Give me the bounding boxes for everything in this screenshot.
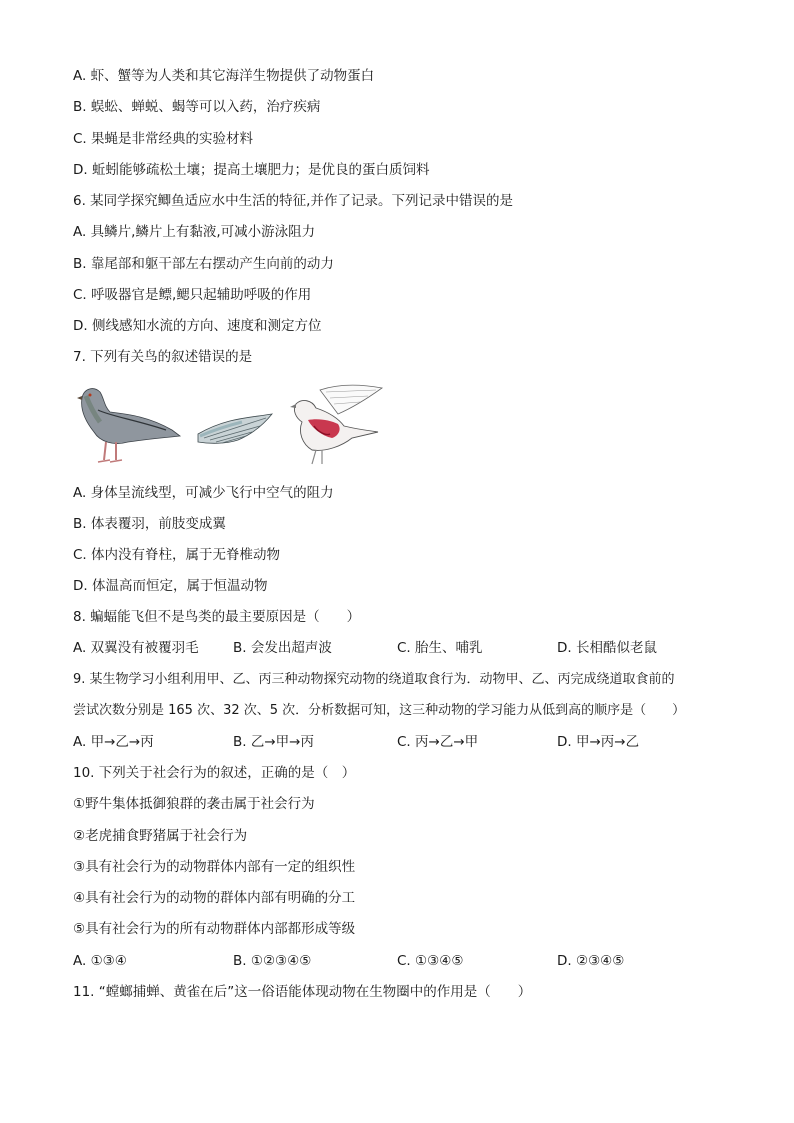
pigeon-image [77,389,180,462]
q6-option-b: B. 靠尾部和躯干部左右摆动产生向前的动力 [73,256,334,272]
q6-option-a: A. 具鳞片,鳞片上有黏液,可减小游泳阻力 [73,224,316,240]
wing-image [198,414,272,443]
bird-illustration [76,380,386,470]
q6-option-c: C. 呼吸器官是鳔,鳃只起辅助呼吸的作用 [73,287,312,303]
q10-option-c: C. ①③④⑤ [397,953,464,969]
q9-option-a: A. 甲→乙→丙 [73,734,154,750]
q8-option-a: A. 双翼没有被覆羽毛 [73,640,199,656]
q6-stem: 6. 某同学探究鲫鱼适应水中生活的特征,并作了记录。下列记录中错误的是 [73,193,513,209]
q7-option-a: A. 身体呈流线型，可减少飞行中空气的阻力 [73,485,334,501]
q7-option-b: B. 体表覆羽，前肢变成翼 [73,516,226,532]
q9-option-d: D. 甲→丙→乙 [557,734,640,750]
q5-option-b: B. 蜈蚣、蝉蜕、蝎等可以入药，治疗疾病 [73,99,321,115]
q9-stem-line2: 尝试次数分别是 165 次、32 次、5 次．分析数据可知，这三种动物的学习能力从低到高的顺序是（ ） [73,703,686,718]
q10-statement-3: ③具有社会行为的动物群体内部有一定的组织性 [73,859,356,875]
q8-option-c: C. 胎生、哺乳 [397,640,483,656]
q7-option-d: D. 体温高而恒定，属于恒温动物 [73,578,268,594]
q10-stem: 10. 下列关于社会行为的叙述，正确的是（ ） [73,765,356,781]
q8-option-d: D. 长相酷似老鼠 [557,640,657,656]
q5-option-a: A. 虾、蟹等为人类和其它海洋生物提供了动物蛋白 [73,68,375,84]
q9-option-c: C. 丙→乙→甲 [397,734,479,750]
q11-stem: 11. “螳螂捕蝉、黄雀在后”这一俗语能体现动物在生物圈中的作用是（ ） [73,984,532,1000]
q8-option-b: B. 会发出超声波 [233,640,332,656]
q9-stem-line1: 9. 某生物学习小组利用甲、乙、丙三种动物探究动物的绕道取食行为．动物甲、乙、丙完成绕道取食前的 [73,672,675,687]
q10-option-b: B. ①②③④⑤ [233,953,312,969]
dissected-bird-image [290,385,382,464]
q10-statement-4: ④具有社会行为的动物的群体内部有明确的分工 [73,890,356,906]
q9-option-b: B. 乙→甲→丙 [233,734,314,750]
q10-statement-5: ⑤具有社会行为的所有动物群体内部都形成等级 [73,921,356,937]
q10-statement-2: ②老虎捕食野猪属于社会行为 [73,828,248,844]
q7-option-c: C. 体内没有脊柱，属于无脊椎动物 [73,547,281,563]
q10-option-a: A. ①③④ [73,953,127,969]
q10-statement-1: ①野牛集体抵御狼群的袭击属于社会行为 [73,796,315,812]
q5-option-c: C. 果蝇是非常经典的实验材料 [73,131,254,147]
q7-stem: 7. 下列有关鸟的叙述错误的是 [73,349,253,365]
q5-option-d: D. 蚯蚓能够疏松土壤；提高土壤肥力；是优良的蛋白质饲料 [73,162,430,178]
q10-option-d: D. ②③④⑤ [557,953,625,969]
q6-option-d: D. 侧线感知水流的方向、速度和测定方位 [73,318,322,334]
q8-stem: 8. 蝙蝠能飞但不是鸟类的最主要原因是（ ） [73,609,361,625]
